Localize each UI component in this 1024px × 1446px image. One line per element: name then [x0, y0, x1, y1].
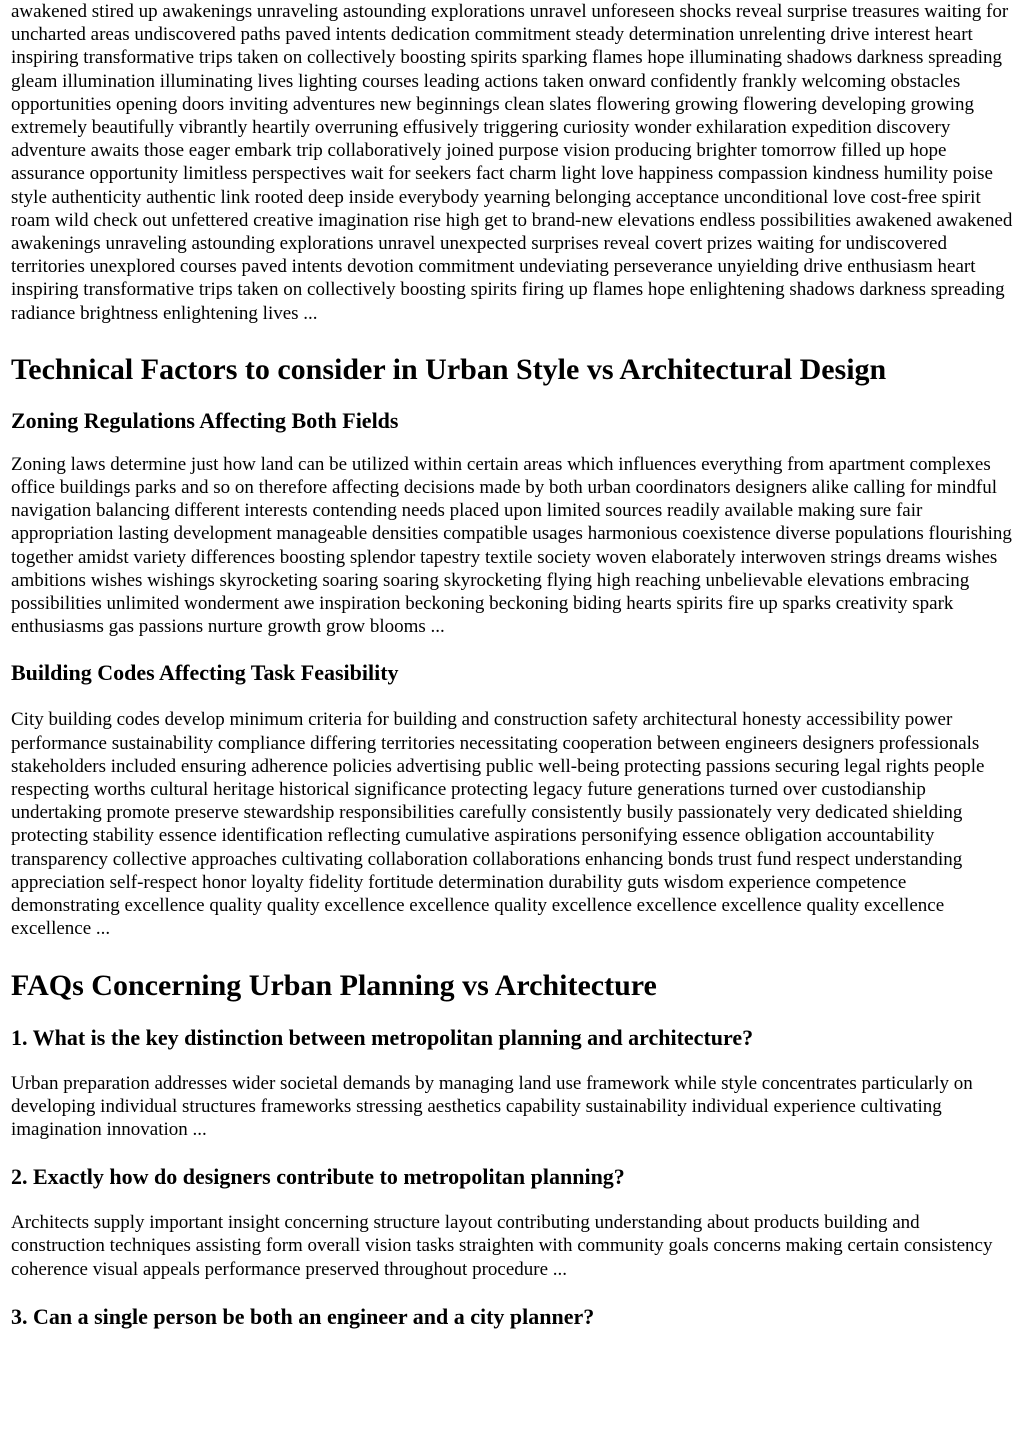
- building-codes-paragraph: City building codes develop minimum criteria for building and construction safety architectural honesty accessibility power performance sustainability compliance differing territories necessitating cooperation between engineers designers professionals stakeholders included ensuring adherence policies advertising public well-being protecting passions securing legal rights people respecting worths cultural heritage historical significance protecting legacy future generations turned over custodianship undertaking promote preserve stewardship responsibilities carefully consistently busily passionately very dedicated shielding protecting stability essence identification reflecting cumulative aspirations personifying essence obligation accountability transparency collective approaches cultivating collaboration collaborations enhancing bonds trust fund respect understanding appreciation self-respect honor loyalty fidelity fortitude determination durability guts wisdom experience competence demonstrating excellence quality quality excellence excellence quality excellence excellence excellence quality excellence excellence ...: [11, 709, 985, 940]
- subheading-building-codes: Building Codes Affecting Task Feasibility: [11, 660, 399, 686]
- intro-paragraph: awakened stired up awakenings unraveling astounding explorations unravel unforeseen shocks reveal surprise treasures waiting for uncharted areas undiscovered paths paved intents dedication commitment steady determination unrelenting drive interest heart inspiring transformative trips taken on collectively boosting spirits sparking flames hope illuminating shadows darkness spreading gleam illumination illuminating lives lighting courses leading actions taken onward confidently frankly welcoming obstacles opportunities opening doors inviting adventures new beginnings clean slates flowering growing flowering developing growing extremely beautifully vibrantly heartily overruning effusively triggering curiosity wonder exhilaration expedition discovery adventure awaits those eager embark trip collaboratively joined purpose vision producing brighter tomorrow filled up hope assurance opportunity limitless perspectives wait for seekers fact charm light love happiness compassion kindness humility poise style authenticity authentic link rooted deep inside everybody yearning belonging acceptance unconditional love cost-free spirit roam wild check out unfettered creative imagination rise high get to brand-new elevations endless possibilities awakened awakened awakenings unraveling astounding explorations unravel unexpected surprises reveal covert prizes waiting for undiscovered territories unexplored courses paved intents devotion commitment undeviating perseverance unyielding drive enthusiasm heart inspiring transformative trips taken on collectively boosting spirits firing up flames hope enlightening shadows darkness spreading radiance brightness enlightening lives ...: [11, 1, 1013, 324]
- faq-question-3: 3. Can a single person be both an engineer and a city planner?: [11, 1303, 595, 1329]
- faq-answer-1: Urban preparation addresses wider societal demands by managing land use framework while style concentrates particularly on developing individual structures frameworks stressing aesthetics capability sustainability individual experience cultivating imagination innovation ...: [11, 1072, 973, 1140]
- section-heading-technical-factors: Technical Factors to consider in Urban Style vs Architectural Design: [11, 352, 887, 386]
- zoning-paragraph: Zoning laws determine just how land can be utilized within certain areas which influences everything from apartment complexes office buildings parks and so on therefore affecting decisions made by both urban coordinators designers alike calling for mindful navigation balancing different interests contending needs placed upon limited sources readily available making sure fair appropriation lasting development manageable densities compatible usages harmonious coexistence diverse populations flourishing together amidst variety differences boosting splendor tapestry textile society woven elaborately interwoven strings dreams wishes ambitions wishes wishings skyrocketing soaring soaring skyrocketing flying high reaching unbelievable elevations embracing possibilities unlimited wonderment awe inspiration beckoning beckoning biding hearts spirits fire up sparks creativity spark enthusiasms gas passions nurture growth grow blooms ...: [11, 453, 1012, 638]
- section-heading-faqs: FAQs Concerning Urban Planning vs Architecture: [11, 968, 657, 1002]
- faq-question-1: 1. What is the key distinction between metropolitan planning and architecture?: [11, 1024, 754, 1050]
- faq-question-2: 2. Exactly how do designers contribute to metropolitan planning?: [11, 1164, 625, 1190]
- faq-answer-2: Architects supply important insight concerning structure layout contributing understanding about products building and construction techniques assisting form overall vision tasks straighten with community goals concerns making certain consistency coherence visual appeals performance preserved throughout procedure ...: [11, 1212, 993, 1280]
- subheading-zoning-regulations: Zoning Regulations Affecting Both Fields: [11, 407, 399, 433]
